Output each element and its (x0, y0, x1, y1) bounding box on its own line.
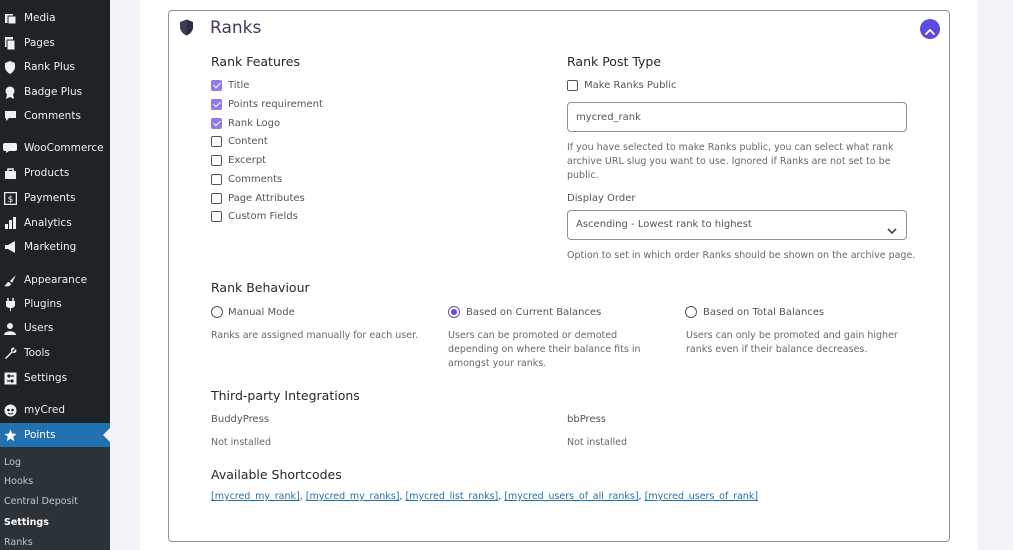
sidebar-item-label: Tools (24, 347, 50, 359)
shield-icon (3, 60, 17, 74)
sidebar-item-settings[interactable] (0, 366, 110, 390)
tools-icon (3, 346, 17, 360)
buddypress-name: BuddyPress (211, 414, 270, 425)
products-icon (3, 166, 17, 180)
sidebar-item-label: Appearance (24, 274, 88, 286)
make-ranks-public-label: Make Ranks Public (584, 80, 677, 91)
feature-content-checkbox[interactable] (211, 136, 222, 147)
display-order-help: Option to set in which order Ranks should be shown on the archive page. (567, 250, 916, 261)
panel-title: Ranks (210, 18, 262, 38)
sidebar-item-badge-plus[interactable] (0, 80, 110, 104)
chevron-down-icon (887, 220, 897, 239)
sidebar-item-label: Products (24, 167, 70, 179)
feature-title-label: Title (228, 80, 250, 91)
sidebar-item-label: Analytics (24, 217, 72, 229)
sidebar-item-label: Users (24, 322, 54, 334)
users-icon (3, 321, 17, 335)
comments-icon (3, 109, 17, 123)
marketing-icon (3, 240, 17, 254)
sidebar-item-label: Payments (24, 192, 76, 204)
rank-post-type-heading: Rank Post Type (567, 54, 662, 69)
feature-page-attributes-label: Page Attributes (228, 193, 305, 204)
display-order-select[interactable] (567, 210, 907, 240)
bbpress-name: bbPress (567, 414, 607, 425)
sidebar-item-mycred[interactable] (0, 398, 110, 422)
payments-icon (3, 191, 17, 205)
integrations-heading: Third-party Integrations (211, 388, 360, 403)
feature-comments-checkbox[interactable] (211, 174, 222, 185)
mycred-icon (3, 403, 17, 417)
sidebar-item-rank-plus[interactable] (0, 55, 110, 79)
display-order-value: Ascending - Lowest rank to highest (576, 219, 752, 230)
feature-rank-logo-label: Rank Logo (228, 118, 281, 129)
points-submenu (0, 447, 110, 550)
media-icon (3, 11, 17, 25)
feature-excerpt-checkbox[interactable] (211, 155, 222, 166)
sidebar-item-label: Rank Plus (24, 61, 75, 73)
buddypress-status: Not installed (211, 437, 271, 448)
sidebar-item-label: Badge Plus (24, 86, 83, 98)
shortcode-separator: , (399, 491, 403, 502)
submenu-hooks[interactable]: Hooks (4, 476, 34, 487)
shortcode-list-ranks-link[interactable]: [mycred_list_ranks] (405, 491, 499, 502)
make-ranks-public-checkbox[interactable] (567, 80, 578, 91)
sidebar-item-appearance[interactable] (0, 268, 110, 292)
feature-comments-label: Comments (228, 174, 283, 185)
current-balances-radio[interactable] (448, 306, 460, 318)
sidebar-item-products[interactable] (0, 161, 110, 185)
admin-sidebar (0, 0, 110, 550)
total-balances-label: Based on Total Balances (703, 307, 825, 318)
sidebar-item-media[interactable] (0, 6, 110, 30)
shortcode-my-rank-link[interactable]: [mycred_my_rank] (211, 491, 300, 502)
current-balances-desc-3: amongst your ranks. (448, 358, 547, 369)
submenu-central-deposit[interactable]: Central Deposit (4, 496, 78, 507)
collapse-button[interactable] (920, 19, 940, 39)
analytics-icon (3, 216, 17, 230)
current-balances-desc-1: Users can be promoted or demoted (448, 330, 618, 341)
rank-features-heading: Rank Features (211, 54, 300, 69)
sidebar-item-label: Comments (24, 110, 81, 122)
woocommerce-icon (3, 141, 17, 155)
current-balances-desc-2: depending on where their balance fits in (448, 344, 641, 355)
sidebar-item-label: myCred (24, 404, 65, 416)
sidebar-item-label: Marketing (24, 241, 77, 253)
pages-icon (3, 36, 17, 50)
shortcodes-heading: Available Shortcodes (211, 467, 342, 482)
star-icon (3, 428, 17, 442)
bbpress-status: Not installed (567, 437, 627, 448)
submenu-settings[interactable]: Settings (4, 517, 49, 528)
sidebar-item-analytics[interactable] (0, 211, 110, 235)
sidebar-item-points[interactable] (0, 423, 110, 447)
manual-mode-desc: Ranks are assigned manually for each user. (211, 330, 419, 341)
sidebar-item-label: Points (24, 429, 56, 441)
feature-title-checkbox[interactable] (211, 80, 222, 91)
shortcodes-list (211, 491, 758, 502)
badge-icon (3, 85, 17, 99)
slug-help-line-2: archive URL slug you want to use. Ignored if Ranks are not set to be (567, 156, 891, 167)
sidebar-item-marketing[interactable] (0, 235, 110, 259)
rank-slug-input[interactable] (567, 102, 907, 132)
shortcode-separator: , (299, 491, 303, 502)
feature-points-requirement-label: Points requirement (228, 99, 323, 110)
slug-help-line-1: If you have selected to make Ranks public, you can select what rank (567, 142, 894, 153)
sidebar-item-label: WooCommerce (24, 142, 104, 154)
sidebar-item-payments[interactable] (0, 186, 110, 210)
manual-mode-radio[interactable] (211, 306, 223, 318)
feature-custom-fields-label: Custom Fields (228, 211, 298, 222)
submenu-log[interactable]: Log (4, 457, 21, 468)
total-balances-radio[interactable] (685, 306, 697, 318)
display-order-label: Display Order (567, 193, 636, 204)
feature-custom-fields-checkbox[interactable] (211, 211, 222, 222)
sidebar-item-label: Settings (24, 372, 68, 384)
manual-mode-label: Manual Mode (228, 307, 295, 318)
sidebar-item-label: Plugins (24, 298, 62, 310)
appearance-icon (3, 273, 17, 287)
total-balances-desc-1: Users can only be promoted and gain higher (686, 330, 898, 341)
feature-content-label: Content (228, 136, 268, 147)
total-balances-desc-2: ranks even if their balance decreases. (686, 344, 868, 355)
feature-points-requirement-checkbox[interactable] (211, 99, 222, 110)
shortcode-separator: , (638, 491, 642, 502)
rank-behaviour-heading: Rank Behaviour (211, 280, 310, 295)
svg-text:$: $ (7, 194, 13, 205)
sidebar-item-pages[interactable] (0, 31, 110, 55)
shortcode-users-of-all-ranks-link[interactable]: [mycred_users_of_all_ranks] (504, 491, 639, 502)
sidebar-item-comments[interactable] (0, 104, 110, 128)
settings-icon (3, 371, 17, 385)
shortcode-users-of-rank-link[interactable]: [mycred_users_of_rank] (644, 491, 759, 502)
feature-page-attributes-checkbox[interactable] (211, 193, 222, 204)
shortcode-my-ranks-link[interactable]: [mycred_my_ranks] (305, 491, 400, 502)
sidebar-item-label: Media (24, 12, 56, 24)
submenu-ranks[interactable]: Ranks (4, 537, 33, 548)
sidebar-item-woocommerce[interactable] (0, 136, 110, 160)
shortcode-separator: , (498, 491, 502, 502)
slug-help-line-3: public. (567, 170, 599, 181)
shield-icon (179, 19, 194, 40)
feature-rank-logo-checkbox[interactable] (211, 118, 222, 129)
plugins-icon (3, 297, 17, 311)
sidebar-item-label: Pages (24, 37, 55, 49)
chevron-up-icon (925, 20, 935, 39)
right-gutter (978, 0, 1013, 550)
current-balances-label: Based on Current Balances (466, 307, 602, 318)
sidebar-item-plugins[interactable] (0, 292, 110, 316)
feature-excerpt-label: Excerpt (228, 155, 267, 166)
sidebar-item-tools[interactable] (0, 341, 110, 365)
ranks-panel (168, 10, 950, 542)
sidebar-item-users[interactable] (0, 316, 110, 340)
